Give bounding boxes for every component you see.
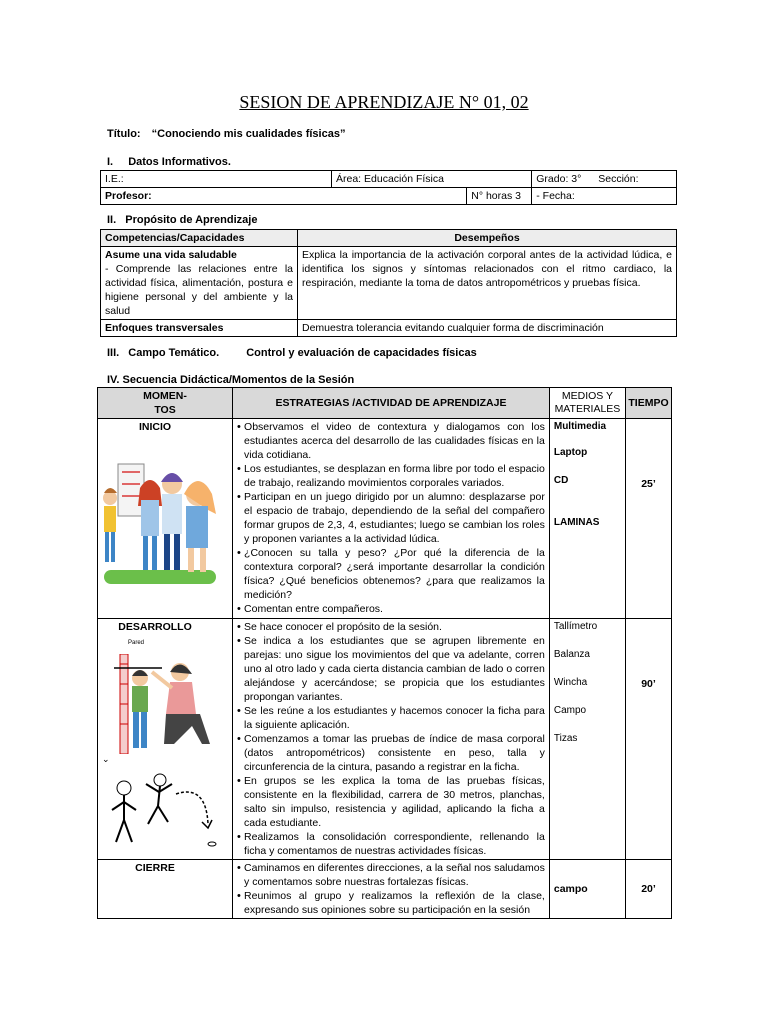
activity-item: • Se indica a los estudiantes que se agrupen libremente en parejas: uno sigue los movimientos del que va adelante, corren uno al otro lado y cada cierta distancia cambian de lado o corren alejándose y acercándose; se propicia que los estudiantes propongan variantes. — [237, 634, 545, 704]
tiempo-header: TIEMPO — [626, 388, 672, 419]
grado-label: Grado: 3° — [536, 173, 582, 185]
media-item: Tallímetro — [553, 621, 598, 632]
media-item: Campo — [553, 705, 587, 716]
media-item: Laptop — [553, 447, 588, 458]
inicio-medios-cell — [549, 419, 625, 619]
activity-item: • Comentan entre compañeros. — [237, 602, 545, 616]
grado-cell — [532, 171, 677, 188]
inicio-label: INICIO — [138, 421, 172, 433]
activity-item: • Observamos el video de contextura y dialogamos con los estudiantes acerca del desarrollo de las cualidades físicas en la vida cotidiana. — [237, 420, 545, 462]
enfoques-label: Enfoques transversales — [101, 320, 298, 337]
seccion-label: Sección: — [598, 173, 639, 185]
activity-item: • Realizamos la consolidación correspondiente, rellenando la ficha y comentamos de nuestras actividades físicas. — [237, 830, 545, 858]
competencias-header: Competencias/Capacidades — [101, 230, 298, 247]
activity-item: • Se hace conocer el propósito de la sesión. — [237, 620, 545, 634]
activity-item: • Comenzamos a tomar las pruebas de índice de masa corporal (datos antropométricos) consistente en peso, talla y circunferencia de la cintura, pasando a registrar en la ficha. — [237, 732, 545, 774]
desarrollo-medios-cell — [549, 619, 625, 860]
cierre-moment-cell — [98, 860, 233, 919]
page-title: SESION DE APRENDIZAJE N° 01, 02 — [239, 92, 529, 112]
session-title-line — [107, 128, 345, 140]
medios-header: MEDIOS Y MATERIALES — [549, 388, 625, 419]
section-3-value: Control y evaluación de capacidades físicas — [246, 347, 477, 359]
section-4-heading: IV. Secuencia Didáctica/Momentos de la Sesión — [107, 374, 355, 386]
capacidad-text: - Comprende las relaciones entre la actividad física, alimentación, postura e higiene personal y del ambiente y la salud — [105, 263, 293, 317]
activity-item: • Caminamos en diferentes direcciones, a la señal nos saludamos y comentamos sobre nuestras fortalezas físicas. — [237, 861, 545, 889]
cierre-tiempo: 20’ — [626, 860, 672, 919]
media-item: Wincha — [553, 677, 588, 688]
datos-table — [100, 170, 677, 205]
section-3-number: III. — [107, 347, 120, 359]
children-measuring-illustration — [102, 438, 220, 588]
inicio-activities-cell — [233, 419, 550, 619]
media-item: Balanza — [553, 649, 590, 660]
desarrollo-activities — [237, 620, 545, 858]
activity-item: • Reunimos al grupo y realizamos la reflexión de la clase, expresando sus opiniones sobre su participación en la sesión — [237, 889, 545, 917]
inicio-activities — [237, 420, 545, 616]
desarrollo-tiempo: 90’ — [626, 619, 672, 860]
competencia-name: Asume una vida saludable — [105, 249, 237, 261]
section-1-number: I. — [107, 156, 114, 168]
activity-item: • Se les reúne a los estudiantes y hacemos conocer la ficha para la siguiente aplicación. — [237, 704, 545, 732]
desarrollo-activities-cell — [233, 619, 550, 860]
desarrollo-moment-cell — [98, 619, 233, 860]
media-item: Multimedia — [553, 421, 607, 432]
activity-item: • ¿Conocen su talla y peso? ¿Por qué la diferencia de la contextura corporal? ¿será importante desarrollar la condición física? ¿Qué beneficios obtenemos? ¿para que realizamos la medición? — [237, 546, 545, 602]
section-2-title: Propósito de Aprendizaje — [125, 214, 258, 226]
physical-test-illustration — [102, 770, 220, 850]
media-item: LAMINAS — [553, 517, 600, 528]
activity-item: • Participan en un juego dirigido por un alumno: desplazarse por el espacio de trabajo, dependiendo de la señal del compañero formar grupos de 2,3, 4, estudiantes; luego se cambian los roles y proponen variantes a la actividad lúdica. — [237, 490, 545, 546]
competencia-cell — [101, 247, 298, 320]
inicio-tiempo: 25’ — [626, 419, 672, 619]
activity-item: • En grupos se les explica la toma de las pruebas físicas, consistente en la flexibilidad, carrera de 30 metros, planchas, salto sin impulso, resistencia y agilidad, aplicando la ficha a cada estudiante. — [237, 774, 545, 830]
section-1-title: Datos Informativos. — [128, 156, 231, 168]
pared-label: Pared — [128, 640, 145, 646]
ie-cell: I.E.: — [101, 171, 332, 188]
momentos-header: MOMEN- TOS — [98, 388, 233, 419]
media-item: CD — [553, 475, 569, 486]
title-label: Título: — [107, 128, 141, 140]
section-1-heading — [107, 156, 231, 168]
inicio-row — [98, 419, 672, 619]
cierre-activities-cell — [233, 860, 550, 919]
section-2-number: II. — [107, 214, 117, 226]
section-2-heading — [107, 214, 257, 226]
inicio-moment-cell — [98, 419, 233, 619]
horas-cell: N° horas 3 — [467, 188, 532, 205]
section-3-title: Campo Temático. — [128, 347, 220, 359]
proposito-table — [100, 229, 677, 337]
fecha-cell: - Fecha: — [532, 188, 677, 205]
cierre-label: CIERRE — [135, 862, 175, 874]
estrategias-header: ESTRATEGIAS /ACTIVIDAD DE APRENDIZAJE — [233, 388, 550, 419]
desarrollo-label: DESARROLLO — [118, 621, 192, 633]
desempeno-cell: Explica la importancia de la activación corporal antes de la actividad lúdica, e identifica los signos y síntomas relacionados con el ritmo cardiaco, la respiración, mediante la toma de datos antropométricos y pruebas física. — [298, 247, 677, 320]
enfoques-value: Demuestra tolerancia evitando cualquier forma de discriminación — [298, 320, 677, 337]
cierre-row — [98, 860, 672, 919]
title-value: “Conociendo mis cualidades físicas” — [151, 128, 346, 140]
cierre-medios: campo — [549, 860, 625, 919]
arrow-mark-icon: ⌄ — [102, 754, 110, 764]
cierre-activities — [237, 861, 545, 917]
height-measurement-illustration — [102, 654, 220, 754]
profesor-cell: Profesor: — [101, 188, 467, 205]
media-item: Tizas — [553, 733, 578, 744]
desarrollo-row — [98, 619, 672, 860]
section-3-heading — [107, 347, 477, 359]
activity-item: • Los estudiantes, se desplazan en forma libre por todo el espacio de trabajo, realizando movimientos corporales variados. — [237, 462, 545, 490]
area-cell: Área: Educación Física — [332, 171, 532, 188]
secuencia-table — [97, 387, 672, 919]
desempenos-header: Desempeños — [298, 230, 677, 247]
